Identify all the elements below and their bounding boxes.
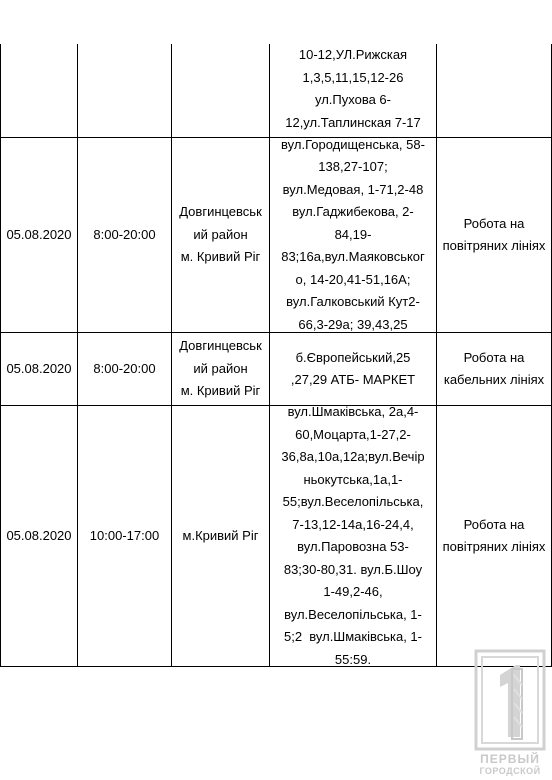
area-cell-line: Довгинцевськ [179, 338, 262, 354]
area-cell [172, 406, 269, 666]
address-cell-line: ,27,29 АТБ- МАРКЕТ [290, 372, 416, 387]
address-cell-line: 1,3,5,11,15,12-26 [302, 69, 404, 85]
address-cell-line: вул.Галковський Кут2- [286, 294, 420, 310]
address-cell-line: о, 14-20,41-51,16А; [295, 271, 411, 287]
address-cell-line: 1-49,2-46, [323, 584, 383, 599]
date-cell-text: 05.08.2020 [6, 360, 72, 376]
address-cell-line: вул.Гаджибекова, 2- [292, 204, 414, 220]
date-cell-text: 05.08.2020 [6, 527, 72, 543]
address-cell-line: 55:59. [334, 651, 372, 667]
area-cell-line: ий район [193, 226, 248, 242]
area-cell [172, 333, 269, 405]
address-cell-line: вул.Шмаківська, 2а,4- [287, 404, 419, 419]
date-cell [1, 138, 77, 332]
date-cell-text: 05.08.2020 [6, 226, 72, 242]
date-cell [1, 333, 77, 405]
date-cell [1, 406, 77, 666]
work-type-cell-line: Робота на [463, 349, 525, 365]
address-cell-line: 12,ул.Таплинская 7-17 [285, 114, 421, 130]
time-cell [78, 44, 171, 137]
work-type-cell-line: повітряних лініях [442, 238, 546, 253]
address-cell [270, 138, 436, 332]
area-cell [172, 138, 269, 332]
time-cell-text: 10:00-17:00 [89, 527, 160, 543]
address-cell-line: 36,8а,10а,12а;вул.Вечір [281, 449, 425, 464]
work-type-cell [437, 44, 551, 137]
work-type-cell [437, 333, 551, 405]
address-cell-line: ул.Пухова 6- [314, 92, 391, 107]
address-cell-line: б.Європейський,25 [295, 349, 411, 365]
address-cell-line: 5;2 вул.Шмаківська, 1- [283, 629, 422, 644]
address-cell-line: 66,3-29а; 39,43,25 [298, 316, 408, 332]
area-cell [172, 44, 269, 137]
area-cell-line: ий район [193, 360, 248, 376]
logo-text-line1: ПЕРВЫЙ [480, 752, 540, 766]
work-type-cell [437, 406, 551, 666]
area-cell-line: Довгинцевськ [179, 204, 262, 220]
time-cell-text: 8:00-20:00 [93, 360, 156, 376]
address-cell-line: 7-13,12-14а,16-24,4, [292, 516, 414, 532]
time-cell-text: 8:00-20:00 [93, 226, 156, 242]
address-cell [270, 333, 436, 405]
work-type-cell-line: Робота на [463, 516, 525, 532]
address-cell-line: 10-12,УЛ.Рижская [298, 47, 408, 62]
area-cell-line: м. Кривий Ріг [180, 383, 261, 399]
area-cell-line: м.Кривий Ріг [182, 527, 259, 543]
address-cell-line: ньокутська,1а,1- [303, 471, 403, 487]
address-cell-line: вул.Городищенська, 58- [281, 136, 425, 152]
address-cell-line: 83;16а,вул.Маяковськог [281, 249, 425, 265]
address-cell-line: 60,Моцарта,1-27,2- [295, 426, 411, 442]
time-cell [78, 406, 171, 666]
address-cell [270, 406, 436, 666]
area-cell-line: м. Кривий Ріг [180, 249, 261, 265]
work-type-cell-line: повітряних лініях [442, 539, 546, 554]
work-type-cell-line: кабельних лініях [443, 372, 545, 387]
address-cell-line: вул.Медовая, 1-71,2-48 [282, 181, 424, 197]
address-cell-line: 138,27-107; [318, 159, 388, 175]
address-cell-line: вул.Веселопільська, 1- [284, 606, 422, 622]
work-type-cell [437, 138, 551, 332]
address-cell-line: 83;30-80,31. вул.Б.Шоу [283, 561, 423, 577]
address-cell-line: вул.Паровозна 53- [297, 539, 409, 554]
time-cell [78, 138, 171, 332]
address-cell-line: 55;вул.Веселопільська, [282, 494, 424, 509]
work-type-cell-line: Робота на [463, 215, 525, 231]
logo-text-line2: ГОРОДСКОЙ [479, 766, 541, 776]
address-cell [270, 44, 436, 137]
address-cell-line: 84,19- [334, 226, 372, 242]
time-cell [78, 333, 171, 405]
date-cell [1, 44, 77, 137]
